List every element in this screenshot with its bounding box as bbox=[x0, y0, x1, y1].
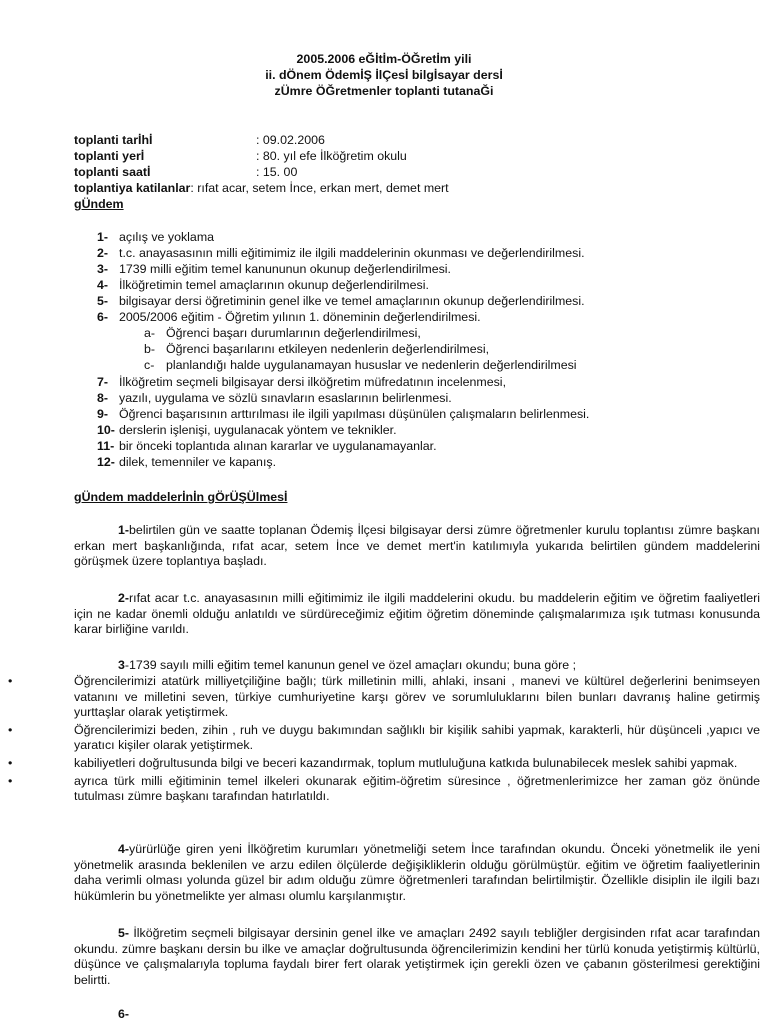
paragraph-1-number: 1- bbox=[118, 523, 130, 537]
agenda-number: 3- bbox=[97, 262, 109, 276]
agenda-subitem bbox=[144, 326, 421, 342]
agenda-heading: gÜndem bbox=[74, 197, 124, 211]
paragraph-2-text: rıfat acar t.c. anayasasının milli eğitimimiz ile ilgili maddelerini okudu. bu maddelerin eğitim ve öğretim faaliyetleri için ne kadar önemli olduğu anlatıldı ve sürdüreceğimiz eğitim öğretim döneminde çalışmalarımıza ışık tutması konusunda karar birliğine varıldı. bbox=[74, 591, 760, 637]
subitem-letter: b- bbox=[144, 342, 156, 356]
agenda-text: derslerin işlenişi, uygulanacak yöntem ve teknikler. bbox=[119, 423, 397, 437]
list-item-text: ayrıca türk milli eğitiminin temel ilkeleri okunarak eğitim-öğretim süresince , öğretmenlerimizce her zaman göz önünde tutulması zümre başkanı tarafından hatırlatıldı. bbox=[74, 773, 760, 804]
paragraph-5 bbox=[74, 926, 760, 988]
agenda-item bbox=[97, 310, 481, 326]
agenda-text: Öğrenci başarısının arttırılması ile ilgili yapılması düşünülen çalışmaların belirlenmesi. bbox=[119, 407, 590, 421]
bullet-icon: • bbox=[8, 722, 13, 737]
meeting-time-value: : 15. 00 bbox=[256, 165, 298, 179]
list-item bbox=[8, 722, 760, 754]
agenda-item bbox=[97, 294, 585, 310]
paragraph-4-text: yürürlüğe giren yeni İlköğretim kurumları yönetmeliği setem İnce tarafından okundu. Önceki yönetmelik ile yeni yönetmelik arasında beklenilen ve arzu edilen ölçülerde değişikliklerin olduğu görülmüştür. eğitim ve öğretim faaliyetlerinin daha verimli olması yolunda güzel bir adım olduğu zümre öğretmenleri tarafından belirtilmiştir. Özellikle disiplin ile ilgili bazı hükümlerin bu yönetmelikte yer alması olumlu karşılanmıştır. bbox=[74, 842, 760, 903]
agenda-item bbox=[97, 407, 589, 423]
subitem-letter: a- bbox=[144, 326, 156, 340]
title-line-3: zÜmre ÖĞretmenler toplanti tutanaĞi bbox=[274, 84, 494, 98]
agenda-item bbox=[97, 455, 276, 471]
bullet-icon: • bbox=[8, 755, 13, 770]
list-item-text: Öğrencilerimizi atatürk milliyetçiliğine bağlı; türk milletinin milli, ahlaki, insani , manevi ve kültürel değerlerini benimseyen vatanını ve milletini seven, türkiye cumhuriyetine karşı görev ve sorumluluklarını bilen bunları davranış haline getirmiş yurttaşlar olarak yetiştirmek. bbox=[74, 674, 760, 720]
agenda-item bbox=[97, 375, 506, 391]
list-item bbox=[8, 674, 760, 721]
agenda-number: 9- bbox=[97, 407, 109, 421]
meeting-place-label: toplanti yerİ bbox=[74, 149, 145, 163]
paragraph-5-text: İlköğretim seçmeli bilgisayar dersinin genel ilke ve amaçları 2492 sayılı tebliğler dergisinden rıfat acar tarafından okundu. zümre başkanı dersin bu ilke ve amaçlar doğrultusunda öğrencilerimizin kendini her türlü konuda yetiştirmiş kültürlü, düşünce ve çalışmalarıyla topluma faydalı birer fert olarak yetiştirmek için gerekli özen ve çabanın gösterilmesi gerektiğini belirtti. bbox=[74, 926, 760, 987]
agenda-item bbox=[97, 439, 437, 455]
agenda-number: 6- bbox=[97, 310, 109, 324]
title-line-1: 2005.2006 eĞİtİm-ÖĞretİm yili bbox=[296, 52, 472, 66]
meeting-date-value: : 09.02.2006 bbox=[256, 133, 325, 147]
subitem-text: Öğrenci başarılarını etkileyen nedenlerin değerlendirilmesi, bbox=[166, 342, 490, 356]
paragraph-2 bbox=[74, 591, 760, 638]
agenda-text: İlköğretimin temel amaçlarının okunup değerlendirilmesi. bbox=[119, 278, 429, 292]
attendees-label: toplantiya katilanlar bbox=[74, 181, 191, 195]
paragraph-5-number: 5- bbox=[118, 926, 130, 940]
agenda-item bbox=[97, 246, 585, 262]
meeting-date-label: toplanti tarİhİ bbox=[74, 133, 153, 147]
agenda-text: İlköğretim seçmeli bilgisayar dersi ilköğretim müfredatının incelenmesi, bbox=[119, 375, 507, 389]
subitem-letter: c- bbox=[144, 358, 155, 372]
paragraph-2-number: 2- bbox=[118, 591, 130, 605]
agenda-number: 2- bbox=[97, 246, 109, 260]
agenda-number: 11- bbox=[97, 439, 115, 453]
meeting-place-value: : 80. yıl efe İlköğretim okulu bbox=[256, 149, 407, 163]
agenda-text: t.c. anayasasının milli eğitimimiz ile ilgili maddelerinin okunması ve değerlendirilmesi. bbox=[119, 246, 585, 260]
agenda-text: bir önceki toplantıda alınan kararlar ve uygulanamayanlar. bbox=[119, 439, 437, 453]
attendees-value: : rıfat acar, setem İnce, erkan mert, demet mert bbox=[190, 181, 449, 195]
agenda-text: 1739 milli eğitim temel kanununun okunup değerlendirilmesi. bbox=[119, 262, 451, 276]
agenda-item bbox=[97, 278, 429, 294]
agenda-number: 5- bbox=[97, 294, 109, 308]
agenda-text: 2005/2006 eğitim - Öğretim yılının 1. döneminin değerlendirilmesi. bbox=[119, 310, 481, 324]
agenda-number: 10- bbox=[97, 423, 115, 437]
attendees-line bbox=[74, 181, 449, 197]
title-line-2: ii. dÖnem ÖdemİŞ İlÇesİ bilgİsayar dersİ bbox=[265, 68, 503, 82]
paragraph-3-text: -1739 sayılı milli eğitim temel kanunun genel ve özel amaçları okundu; buna göre ; bbox=[124, 658, 577, 672]
agenda-number: 7- bbox=[97, 375, 109, 389]
agenda-number: 12- bbox=[97, 455, 115, 469]
agenda-number: 4- bbox=[97, 278, 109, 292]
paragraph-3 bbox=[74, 658, 760, 674]
agenda-number: 8- bbox=[97, 391, 109, 405]
list-item-text: kabiliyetleri doğrultusunda bilgi ve beceri kazandırmak, toplum mutluluğuna katkıda bulunabilecek meslek sahibi yapmak. bbox=[74, 755, 738, 770]
agenda-subitem bbox=[144, 342, 489, 358]
list-item bbox=[8, 755, 760, 772]
agenda-item bbox=[97, 230, 214, 246]
bullet-icon: • bbox=[8, 674, 13, 688]
paragraph-4-number: 4- bbox=[118, 842, 130, 856]
paragraph-1-text: belirtilen gün ve saatte toplanan Ödemiş İlçesi bilgisayar dersi zümre öğretmenler kurulu toplantısı zümre başkanı erkan mert başkanlığında, rıfat acar, setem İnce ve demet mert'in katılımıyla yukarıda belirtilen gündem maddelerini görüşmek üzere toplantıya başladı. bbox=[74, 523, 760, 569]
agenda-number: 1- bbox=[97, 230, 109, 244]
paragraph-4 bbox=[74, 842, 760, 904]
agenda-item bbox=[97, 262, 451, 278]
paragraph-6-number: 6- bbox=[118, 1007, 130, 1021]
agenda-text: açılış ve yoklama bbox=[119, 230, 215, 244]
meeting-time-label: toplanti saatİ bbox=[74, 165, 151, 179]
paragraph-1 bbox=[74, 523, 760, 570]
list-item bbox=[8, 773, 760, 805]
bullet-icon: • bbox=[8, 773, 13, 788]
objectives-list bbox=[8, 674, 760, 807]
agenda-text: dilek, temenniler ve kapanış. bbox=[119, 455, 277, 469]
agenda-text: yazılı, uygulama ve sözlü sınavların esaslarının belirlenmesi. bbox=[119, 391, 452, 405]
agenda-item bbox=[97, 423, 397, 439]
agenda-item bbox=[97, 391, 452, 407]
paragraph-3-number: 3 bbox=[118, 658, 125, 672]
discussion-heading: gÜndem maddelerİnİn gÖrÜŞÜlmesİ bbox=[74, 490, 288, 504]
agenda-subitem bbox=[144, 358, 577, 374]
subitem-text: planlandığı halde uygulanamayan hususlar ve nedenlerin değerlendirilmesi bbox=[166, 358, 577, 372]
list-item-text: Öğrencilerimizi beden, zihin , ruh ve duygu bakımından sağlıklı bir kişilik sahibi yapmak, karakterli, hür düşünceli ,yapıcı ve yaratıcı kişiler olarak yetiştirmek. bbox=[74, 722, 760, 753]
subitem-text: Öğrenci başarı durumlarının değerlendirilmesi, bbox=[166, 326, 421, 340]
agenda-text: bilgisayar dersi öğretiminin genel ilke ve temel amaçlarının okunup değerlendirilmesi. bbox=[119, 294, 585, 308]
